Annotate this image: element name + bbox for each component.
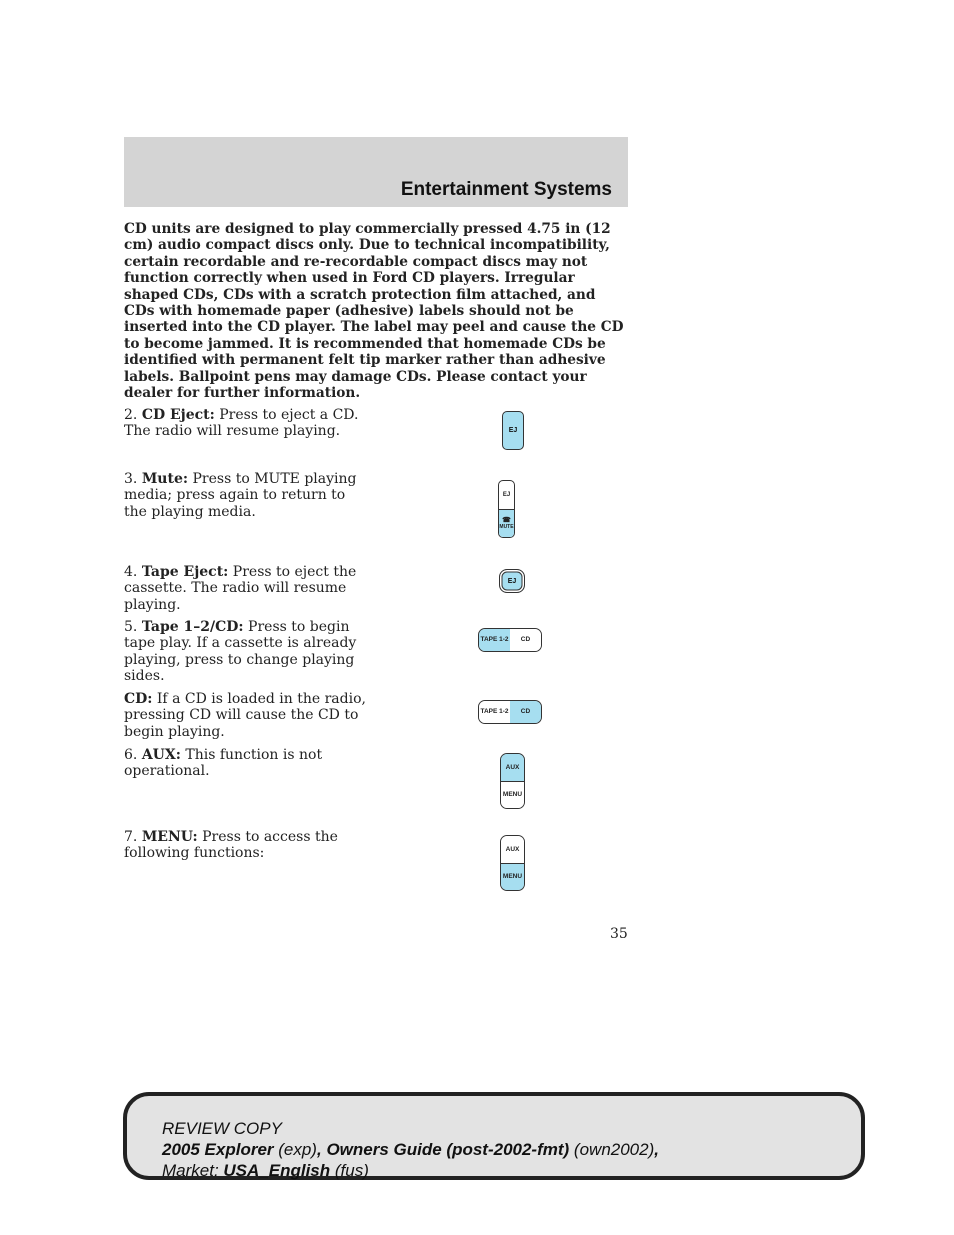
- item-tape-cd: [124, 619, 369, 685]
- review-copy-label: REVIEW COPY: [162, 1119, 282, 1138]
- item-term: MENU:: [141, 829, 198, 845]
- cd-warning-paragraph: CD units are designed to play commercially pressed 4.75 in (12 cm) audio compact discs only. Due to technical incompatibility, certain recordable and re-recordable compact discs may not function correctly when used in Ford CD players. Irregular shaped CDs, CDs with a scratch protection film attached, and CDs with homemade paper (adhesive) labels should not be inserted into the CD player. The label may peel and cause the CD to become jammed. It is recommended that homemade CDs be identified with permanent felt tip marker rather than adhesive labels. Ballpoint pens may damage CDs. Please contact your dealer for further information.: [124, 221, 624, 402]
- footer-guide-code: (own2002): [569, 1140, 655, 1159]
- item-term: CD Eject:: [141, 407, 215, 423]
- item-term: CD:: [124, 691, 153, 707]
- item-term: Tape Eject:: [141, 564, 229, 580]
- item-text: Press to eject a CD. The radio will resume playing.: [124, 407, 359, 440]
- aux-segment: AUX: [501, 754, 524, 782]
- item-text: This function is not operational.: [124, 747, 323, 780]
- item-term: AUX:: [141, 747, 181, 763]
- item-number: 4.: [124, 564, 142, 580]
- menu-segment: MENU: [501, 782, 524, 809]
- cd-segment: CD: [510, 629, 541, 651]
- item-number: 2.: [124, 407, 142, 423]
- section-header-band: [124, 137, 628, 207]
- cd-segment: CD: [510, 701, 541, 723]
- item-text: Press to access the following functions:: [124, 829, 338, 862]
- item-text: Press to MUTE playing media; press again to return to the playing media.: [124, 471, 357, 520]
- item-text: Press to eject the cassette. The radio will resume playing.: [124, 564, 357, 613]
- tape-segment: TAPE 1-2: [479, 629, 510, 651]
- footer-model-code: (exp): [273, 1140, 317, 1159]
- item-mute: [124, 471, 369, 520]
- tape-segment: TAPE 1-2: [479, 701, 510, 723]
- mute-button-label: [499, 510, 514, 537]
- aux-segment: AUX: [501, 836, 524, 864]
- footer-sep: ,: [654, 1140, 659, 1159]
- section-title: Entertainment Systems: [400, 179, 612, 200]
- tape-cd-button-illustration-cd-highlighted: [478, 700, 542, 724]
- review-footer-text: [162, 1118, 659, 1181]
- footer-sep: ,: [316, 1140, 327, 1159]
- item-term: Tape 1–2/CD:: [141, 619, 244, 635]
- footer-guide: Owners Guide (post-2002-fmt): [326, 1140, 570, 1159]
- item-tape-eject: [124, 564, 369, 613]
- item-menu: [124, 829, 369, 862]
- footer-market-code: (fus): [330, 1161, 369, 1180]
- footer-market-line: [162, 1160, 659, 1181]
- tape-cd-button-illustration-tape-highlighted: [478, 628, 542, 652]
- item-cd-eject: [124, 407, 369, 440]
- aux-menu-button-illustration-menu-highlighted: [500, 835, 525, 891]
- item-term: Mute:: [141, 471, 189, 487]
- menu-segment: MENU: [501, 864, 524, 891]
- cd-eject-button-illustration: EJ: [502, 411, 524, 450]
- mute-label: MUTE: [499, 524, 514, 530]
- item-number: 7.: [124, 829, 142, 845]
- item-cd: [124, 691, 369, 740]
- item-text: Press to begin tape play. If a cassette is already playing, press to change playing sides.: [124, 619, 357, 685]
- footer-market: USA_English: [223, 1161, 331, 1180]
- item-number: 6.: [124, 747, 142, 763]
- phone-icon: ☎: [502, 517, 511, 524]
- item-aux: [124, 747, 369, 780]
- footer-model: 2005 Explorer: [162, 1140, 274, 1159]
- item-number: 5.: [124, 619, 142, 635]
- item-number: 3.: [124, 471, 142, 487]
- footer-market-label: Market:: [162, 1161, 224, 1180]
- aux-menu-button-illustration-aux-highlighted: [500, 753, 525, 809]
- item-text: If a CD is loaded in the radio, pressing CD will cause the CD to begin playing.: [124, 691, 366, 740]
- eject-button-label: EJ: [499, 481, 514, 510]
- footer-guide-line: [162, 1139, 659, 1160]
- tape-eject-button-illustration: EJ: [499, 569, 525, 593]
- page-number: 35: [610, 926, 628, 942]
- mute-button-illustration: [498, 480, 515, 538]
